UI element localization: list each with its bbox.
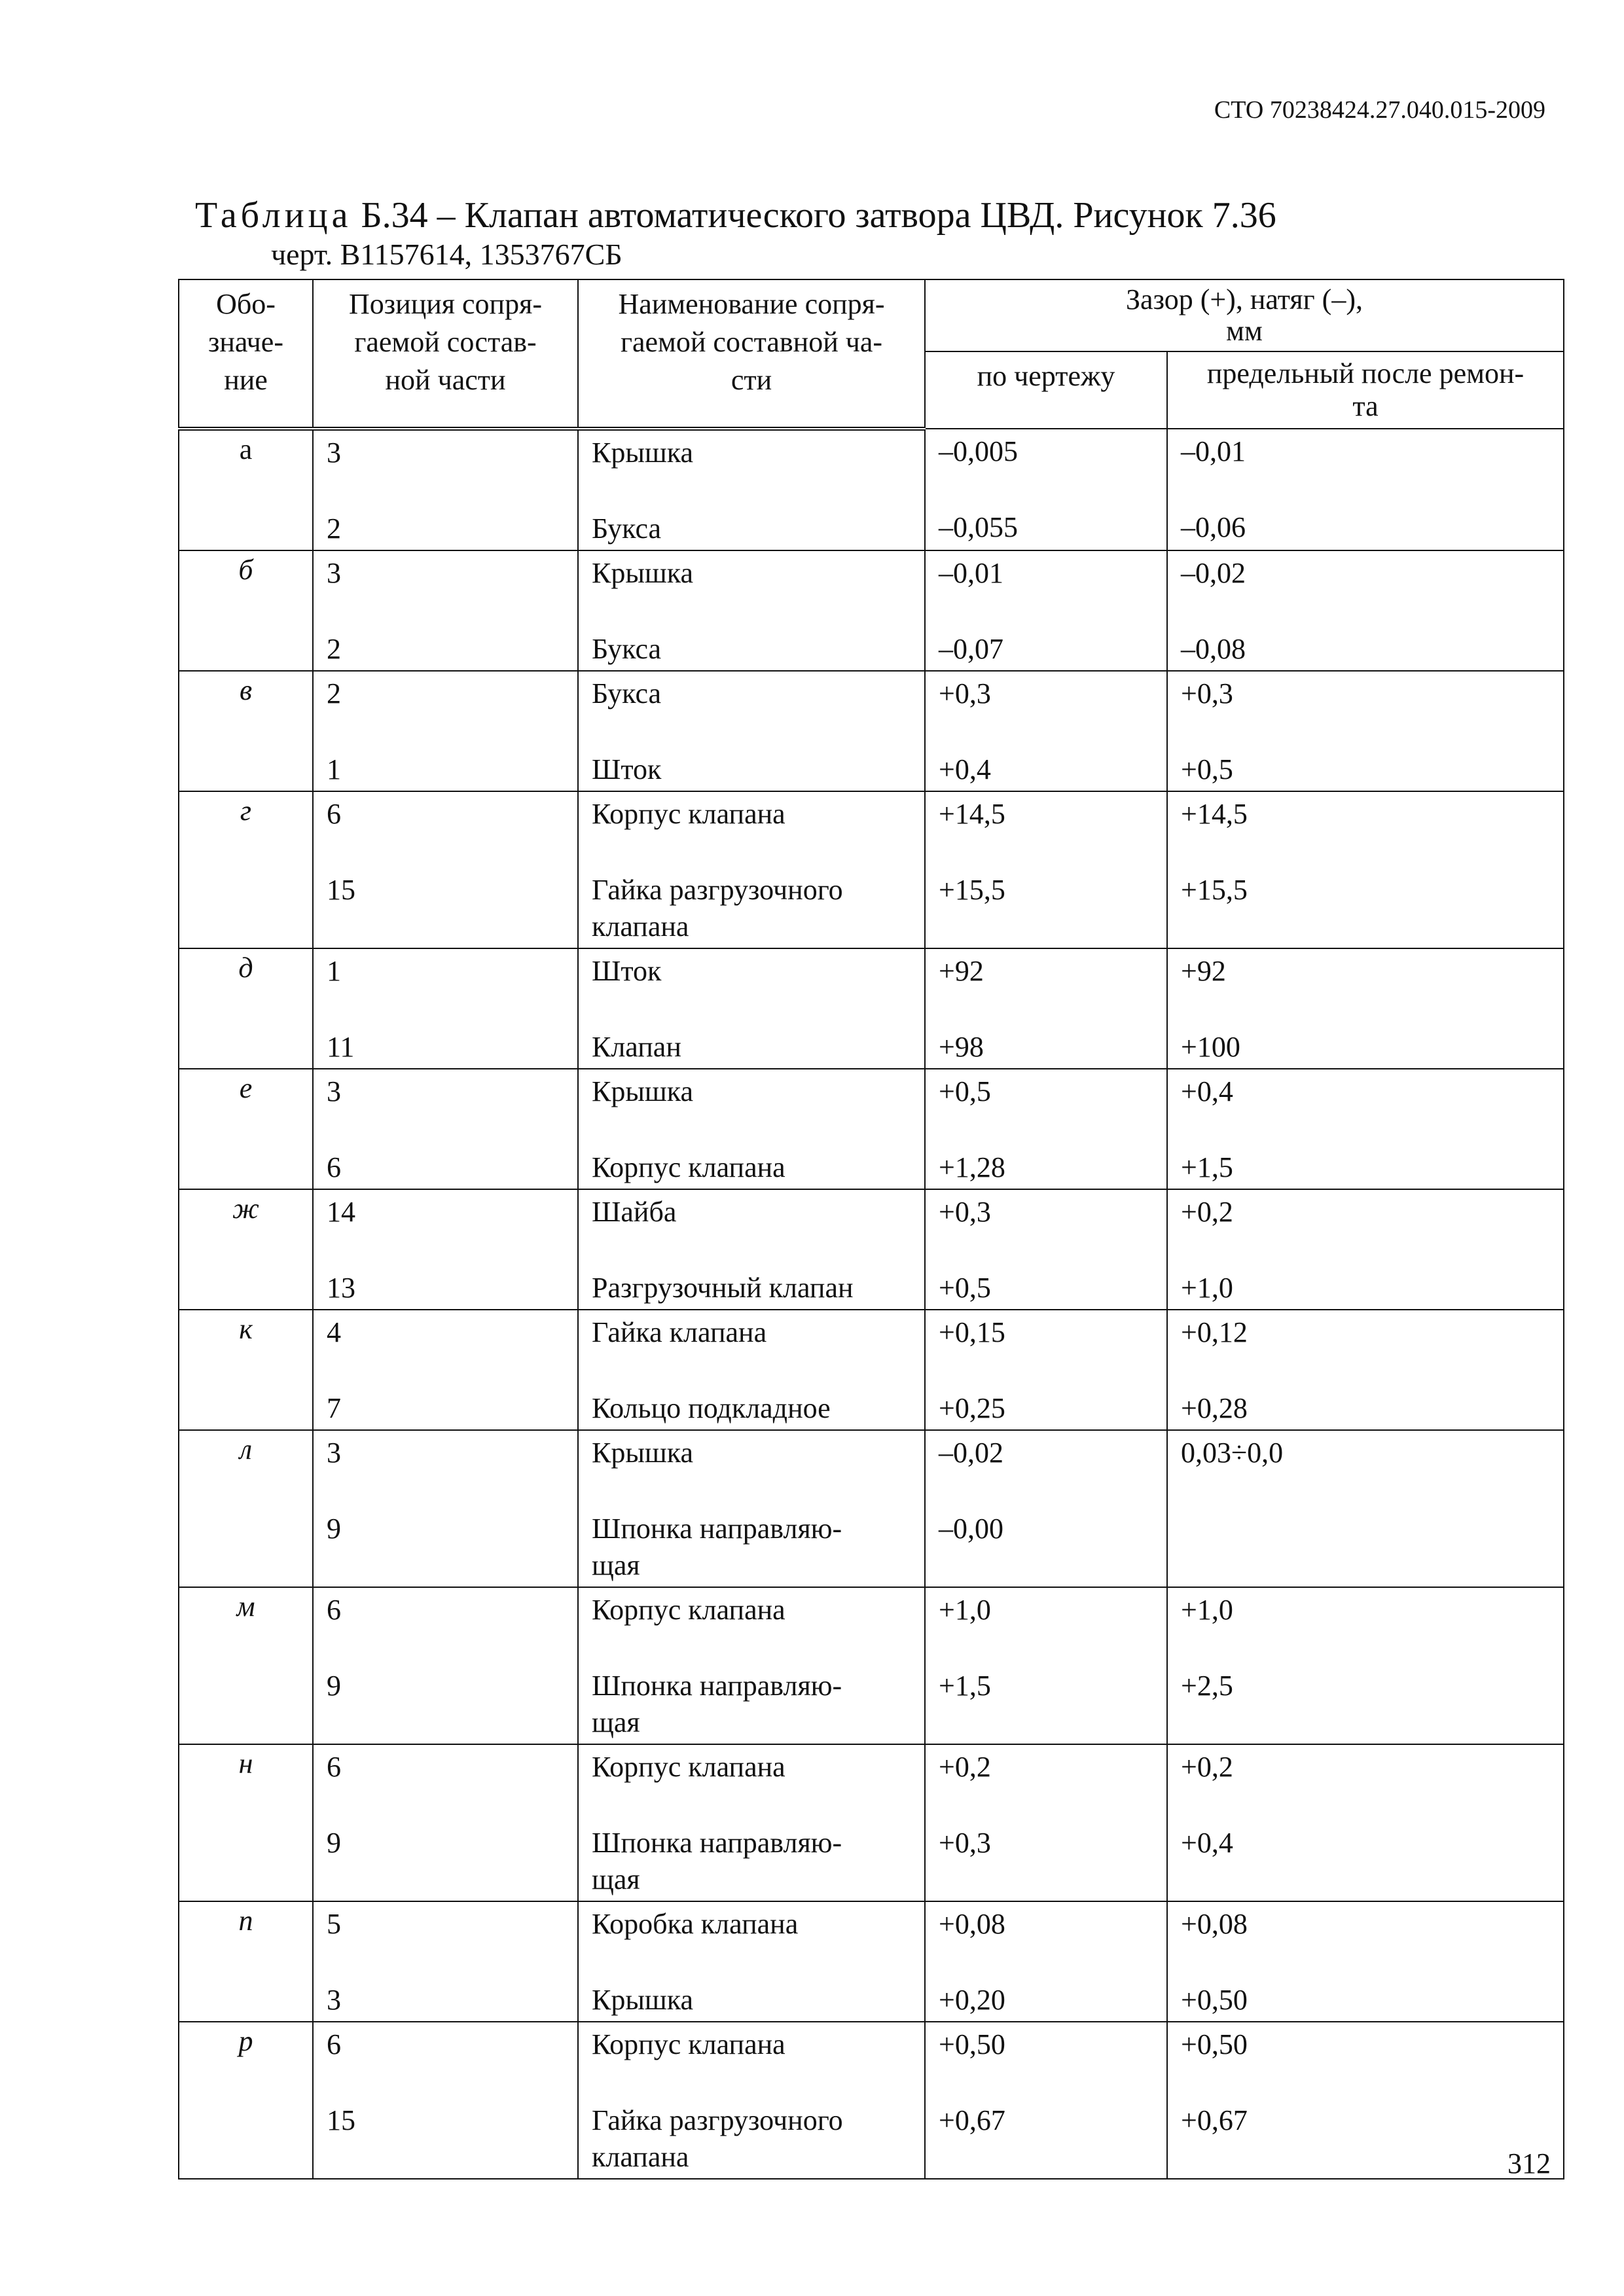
limit-cell <box>1167 1587 1564 1744</box>
part-name-cell <box>578 671 925 791</box>
header-clearance-group: Зазор (+), натяг (–), мм <box>925 279 1564 351</box>
by-drawing-cell <box>925 1901 1167 2022</box>
part-name-cell <box>578 1744 925 1901</box>
position-cell-top: 3 <box>327 1437 341 1469</box>
by-drawing-cell-bottom: –0,055 <box>939 511 1018 543</box>
part-name-cell <box>578 429 925 550</box>
row-designation: а <box>179 429 313 550</box>
header-position: Позиция сопря- гаемой состав- ной части <box>313 279 578 429</box>
position-cell <box>313 2022 578 2179</box>
by-drawing-cell-bottom: +0,5 <box>939 1272 991 1304</box>
by-drawing-cell-bottom: +1,5 <box>939 1670 991 1702</box>
by-drawing-cell <box>925 1430 1167 1587</box>
part-name-cell-line: Гайка разгрузочного <box>592 874 843 906</box>
part-name-cell-line: щая <box>592 1549 640 1581</box>
position-cell-top: 14 <box>327 1196 355 1228</box>
part-name-cell-line: клапана <box>592 2141 689 2173</box>
part-name-cell <box>578 2022 925 2179</box>
part-name-cell-top: Крышка <box>592 437 694 469</box>
header-designation: Обо- значе- ние <box>179 279 313 429</box>
part-name-cell <box>578 948 925 1069</box>
part-name-cell <box>578 1189 925 1310</box>
limit-cell <box>1167 791 1564 948</box>
page-number: 312 <box>1507 2147 1551 2179</box>
by-drawing-cell <box>925 550 1167 671</box>
limit-cell-bottom: +0,67 <box>1181 2104 1248 2136</box>
part-name-cell <box>578 1310 925 1430</box>
part-name-cell-line: клапана <box>592 910 689 942</box>
table-row <box>179 1901 1564 2022</box>
limit-cell <box>1167 429 1564 550</box>
row-designation: ж <box>179 1189 313 1310</box>
limit-cell-top: 0,03÷0,0 <box>1181 1437 1284 1469</box>
part-name-cell-top: Корпус клапана <box>592 2028 785 2060</box>
header-by-drawing: по чертежу <box>925 351 1167 429</box>
limit-cell <box>1167 948 1564 1069</box>
position-cell <box>313 429 578 550</box>
limit-cell-bottom: +2,5 <box>1181 1670 1233 1702</box>
limit-cell-bottom: –0,06 <box>1181 511 1246 543</box>
position-cell-top: 1 <box>327 955 341 987</box>
limit-cell-bottom: +1,0 <box>1181 1272 1233 1304</box>
header-limit-after-repair: предельный после ремон- та <box>1167 351 1564 429</box>
position-cell-top: 3 <box>327 437 341 469</box>
limit-cell-top: +0,2 <box>1181 1751 1233 1783</box>
position-cell-bottom: 7 <box>327 1392 341 1424</box>
limit-cell-top: +0,12 <box>1181 1316 1248 1348</box>
header-part-name: Наименование сопря- гаемой составной ча- сти <box>578 279 925 429</box>
by-drawing-cell-bottom: +0,4 <box>939 753 991 785</box>
part-name-cell-line: Букса <box>592 512 662 545</box>
by-drawing-cell-bottom: +0,20 <box>939 1984 1005 2016</box>
row-designation: р <box>179 2022 313 2179</box>
part-name-cell-top: Крышка <box>592 1437 694 1469</box>
by-drawing-cell-bottom: +98 <box>939 1031 984 1063</box>
limit-cell-top: +0,4 <box>1181 1075 1233 1107</box>
table-title-text: Б.34 – Клапан автоматического затвора ЦВД. Рисунок 7.36 <box>352 195 1276 236</box>
limit-cell <box>1167 671 1564 791</box>
table-row <box>179 2022 1564 2179</box>
part-name-cell <box>578 1430 925 1587</box>
limit-cell-top: +0,50 <box>1181 2028 1248 2060</box>
part-name-cell <box>578 1069 925 1189</box>
document-code: СТО 70238424.27.040.015-2009 <box>1214 96 1545 124</box>
position-cell-top: 6 <box>327 1751 341 1783</box>
position-cell <box>313 1189 578 1310</box>
position-cell-bottom: 9 <box>327 1670 341 1702</box>
row-designation: н <box>179 1744 313 1901</box>
by-drawing-cell-top: +0,50 <box>939 2028 1005 2060</box>
part-name-cell-top: Шайба <box>592 1196 677 1228</box>
by-drawing-cell-top: +0,3 <box>939 677 991 709</box>
row-designation: к <box>179 1310 313 1430</box>
position-cell <box>313 671 578 791</box>
table-row <box>179 1430 1564 1587</box>
limit-cell <box>1167 1069 1564 1189</box>
row-designation: е <box>179 1069 313 1189</box>
position-cell-top: 3 <box>327 1075 341 1107</box>
limit-cell-top: +1,0 <box>1181 1594 1233 1626</box>
position-cell <box>313 1430 578 1587</box>
by-drawing-cell-top: +0,2 <box>939 1751 991 1783</box>
limit-cell-bottom: +0,5 <box>1181 753 1233 785</box>
part-name-cell-top: Шток <box>592 955 662 987</box>
position-cell-top: 6 <box>327 798 341 830</box>
part-name-cell-top: Букса <box>592 677 662 709</box>
limit-cell-bottom: +0,50 <box>1181 1984 1248 2016</box>
part-name-cell-line: Шток <box>592 753 662 785</box>
part-name-cell <box>578 791 925 948</box>
part-name-cell-top: Крышка <box>592 557 694 589</box>
part-name-cell-top: Крышка <box>592 1075 694 1107</box>
by-drawing-cell-top: –0,01 <box>939 557 1003 589</box>
position-cell <box>313 948 578 1069</box>
limit-cell <box>1167 1310 1564 1430</box>
limit-cell <box>1167 1189 1564 1310</box>
position-cell <box>313 791 578 948</box>
by-drawing-cell <box>925 429 1167 550</box>
part-name-cell-line: Гайка разгрузочного <box>592 2104 843 2136</box>
part-name-cell-line: Крышка <box>592 1984 694 2016</box>
by-drawing-cell-bottom: +0,25 <box>939 1392 1005 1424</box>
position-cell-top: 6 <box>327 2028 341 2060</box>
part-name-cell-top: Гайка клапана <box>592 1316 767 1348</box>
limit-cell-bottom: +0,4 <box>1181 1827 1233 1859</box>
by-drawing-cell-top: +0,08 <box>939 1908 1005 1940</box>
by-drawing-cell <box>925 1744 1167 1901</box>
part-name-cell-line: Корпус клапана <box>592 1151 785 1183</box>
part-name-cell-line: Кольцо подкладное <box>592 1392 831 1424</box>
by-drawing-cell <box>925 2022 1167 2179</box>
row-designation: б <box>179 550 313 671</box>
limit-cell-bottom: –0,08 <box>1181 633 1246 665</box>
position-cell-bottom: 3 <box>327 1984 341 2016</box>
position-cell <box>313 1901 578 2022</box>
limit-cell <box>1167 1430 1564 1587</box>
limit-cell-top: +14,5 <box>1181 798 1248 830</box>
by-drawing-cell <box>925 1069 1167 1189</box>
part-name-cell-line: Букса <box>592 633 662 665</box>
part-name-cell-line: Шпонка направляю- <box>592 1827 842 1859</box>
position-cell-bottom: 13 <box>327 1272 355 1304</box>
table-row <box>179 671 1564 791</box>
table-subtitle: черт. В1157614, 1353767СБ <box>271 238 623 271</box>
row-designation: в <box>179 671 313 791</box>
limit-cell <box>1167 550 1564 671</box>
by-drawing-cell <box>925 1310 1167 1430</box>
position-cell-bottom: 2 <box>327 633 341 665</box>
part-name-cell-line: щая <box>592 1863 640 1895</box>
by-drawing-cell-bottom: –0,07 <box>939 633 1003 665</box>
table-title-lead: Таблица <box>195 195 352 236</box>
limit-cell <box>1167 2022 1564 2179</box>
part-name-cell <box>578 1587 925 1744</box>
limit-cell-top: +0,08 <box>1181 1908 1248 1940</box>
limit-cell-bottom: +15,5 <box>1181 874 1248 906</box>
by-drawing-cell-top: +1,0 <box>939 1594 991 1626</box>
by-drawing-cell-top: +14,5 <box>939 798 1005 830</box>
position-cell-bottom: 15 <box>327 874 355 906</box>
limit-cell-top: +0,2 <box>1181 1196 1233 1228</box>
part-name-cell-line: Шпонка направляю- <box>592 1513 842 1545</box>
table-row <box>179 1310 1564 1430</box>
row-designation: п <box>179 1901 313 2022</box>
by-drawing-cell-bottom: +1,28 <box>939 1151 1005 1183</box>
limit-cell <box>1167 1744 1564 1901</box>
limit-cell-bottom <box>1181 1511 1550 1547</box>
position-cell <box>313 550 578 671</box>
limit-cell-bottom: +1,5 <box>1181 1151 1233 1183</box>
table-row <box>179 791 1564 948</box>
row-designation: г <box>179 791 313 948</box>
by-drawing-cell <box>925 1189 1167 1310</box>
table-body <box>179 429 1564 2179</box>
part-name-cell-top: Корпус клапана <box>592 1751 785 1783</box>
part-name-cell-line: Разгрузочный клапан <box>592 1272 854 1304</box>
part-name-cell <box>578 1901 925 2022</box>
position-cell-bottom: 15 <box>327 2104 355 2136</box>
by-drawing-cell-bottom: +15,5 <box>939 874 1005 906</box>
by-drawing-cell-bottom: +0,3 <box>939 1827 991 1859</box>
position-cell <box>313 1587 578 1744</box>
table-row <box>179 948 1564 1069</box>
position-cell-bottom: 11 <box>327 1031 355 1063</box>
clearance-table <box>178 279 1564 2179</box>
position-cell <box>313 1310 578 1430</box>
position-cell-bottom: 9 <box>327 1513 341 1545</box>
by-drawing-cell-top: +92 <box>939 955 984 987</box>
table-row <box>179 550 1564 671</box>
by-drawing-cell <box>925 791 1167 948</box>
row-designation: л <box>179 1430 313 1587</box>
table-title <box>195 195 1276 236</box>
part-name-cell-top: Корпус клапана <box>592 798 785 830</box>
position-cell-bottom: 9 <box>327 1827 341 1859</box>
table-row <box>179 1189 1564 1310</box>
limit-cell-top: +0,3 <box>1181 677 1233 709</box>
limit-cell <box>1167 1901 1564 2022</box>
position-cell-top: 3 <box>327 557 341 589</box>
by-drawing-cell-top: –0,02 <box>939 1437 1003 1469</box>
part-name-cell-line: Клапан <box>592 1031 681 1063</box>
part-name-cell-line: щая <box>592 1706 640 1738</box>
limit-cell-top: +92 <box>1181 955 1226 987</box>
part-name-cell-line: Шпонка направляю- <box>592 1670 842 1702</box>
position-cell-top: 5 <box>327 1908 341 1940</box>
by-drawing-cell <box>925 948 1167 1069</box>
part-name-cell-top: Корпус клапана <box>592 1594 785 1626</box>
position-cell-bottom: 6 <box>327 1151 341 1183</box>
by-drawing-cell-top: +0,5 <box>939 1075 991 1107</box>
position-cell <box>313 1069 578 1189</box>
limit-cell-bottom: +0,28 <box>1181 1392 1248 1424</box>
by-drawing-cell <box>925 1587 1167 1744</box>
table-row <box>179 429 1564 550</box>
position-cell-bottom: 2 <box>327 512 341 545</box>
by-drawing-cell-top: +0,15 <box>939 1316 1005 1348</box>
table-row <box>179 1744 1564 1901</box>
by-drawing-cell-top: +0,3 <box>939 1196 991 1228</box>
by-drawing-cell-bottom: +0,67 <box>939 2104 1005 2136</box>
limit-cell-top: –0,01 <box>1181 435 1246 467</box>
limit-cell-bottom: +100 <box>1181 1031 1240 1063</box>
table-row <box>179 1069 1564 1189</box>
position-cell-top: 4 <box>327 1316 341 1348</box>
by-drawing-cell-bottom: –0,00 <box>939 1513 1003 1545</box>
by-drawing-cell <box>925 671 1167 791</box>
row-designation: м <box>179 1587 313 1744</box>
row-designation: д <box>179 948 313 1069</box>
position-cell-top: 2 <box>327 677 341 709</box>
part-name-cell <box>578 550 925 671</box>
by-drawing-cell-top: –0,005 <box>939 435 1018 467</box>
position-cell-bottom: 1 <box>327 753 341 785</box>
position-cell-top: 6 <box>327 1594 341 1626</box>
limit-cell-top: –0,02 <box>1181 557 1246 589</box>
position-cell <box>313 1744 578 1901</box>
part-name-cell-top: Коробка клапана <box>592 1908 799 1940</box>
table-row <box>179 1587 1564 1744</box>
